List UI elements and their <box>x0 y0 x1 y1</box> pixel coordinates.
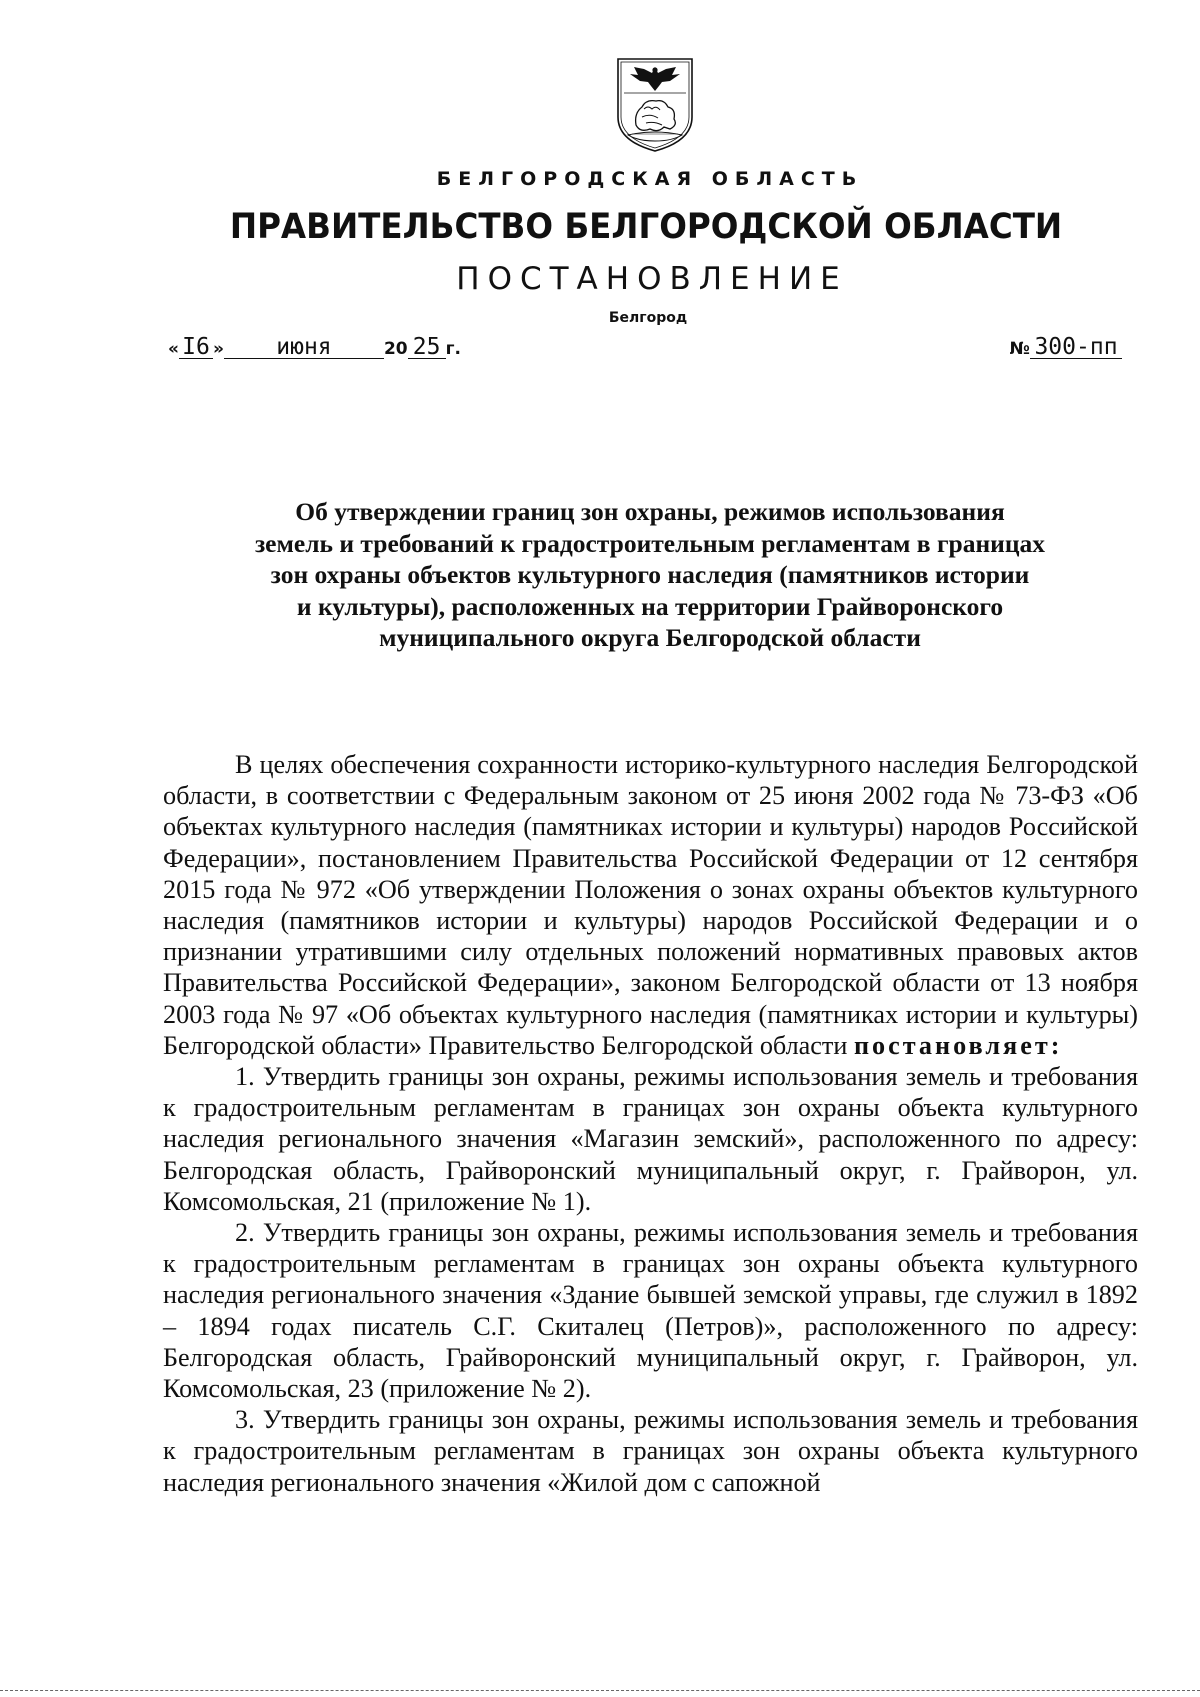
resolves-word: постановляет: <box>853 1030 1063 1060</box>
region-heading: БЕЛГОРОДСКАЯ ОБЛАСТЬ <box>436 168 864 190</box>
coat-of-arms-emblem <box>612 55 698 153</box>
number-prefix: № <box>1009 339 1030 359</box>
title-line: муниципального округа Белгородской области <box>379 623 921 653</box>
item-paragraph: 1. Утвердить границы зон охраны, режимы использования земель и требования к градостроительным регламентам в границах зон охраны объекта культурного наследия регионального значения «Магазин земский», расположенного по адресу: Белгородская область, Грайворонский муниципальный округ, г. Грайворон, ул. Комсомольская, 21 (приложение № 1). <box>163 1062 1138 1216</box>
preamble-paragraph <box>163 749 1138 1061</box>
document-body <box>163 749 1138 1498</box>
title-line: земель и требований к градостроительным регламентам в границах <box>254 528 1046 558</box>
document-date <box>168 336 461 359</box>
government-heading: ПРАВИТЕЛЬСТВО БЕЛГОРОДСКОЙ ОБЛАСТИ <box>229 207 1063 247</box>
date-month: июня <box>224 336 384 359</box>
date-year-prefix: 20 <box>383 339 408 359</box>
date-open-quote: « <box>168 339 179 359</box>
title-line: зон охраны объектов культурного наследия (памятников истории <box>270 560 1030 590</box>
document-number <box>1010 336 1122 359</box>
item-paragraph: 3. Утвердить границы зон охраны, режимы использования земель и требования к градостроительным регламентам в границах зон охраны объекта культурного наследия регионального значения «Жилой дом с сапожной <box>163 1405 1138 1497</box>
title-line: Об утверждении границ зон охраны, режимов использования <box>295 497 1005 526</box>
document-type-heading: ПОСТАНОВЛЕНИЕ <box>456 261 848 297</box>
date-year-mark: г. <box>445 339 461 359</box>
date-close-quote: » <box>212 339 224 359</box>
title-line: и культуры), расположенных на территории Грайворонского <box>296 591 1004 621</box>
date-year-suffix: 25 <box>408 336 446 359</box>
date-day: I6 <box>179 336 213 359</box>
preamble-text: В целях обеспечения сохранности историко-культурного наследия Белгородской области, в соответствии с Федеральным законом от 25 июня 2002 года № 73-ФЗ «Об объектах культурного наследия (памятниках истории и культуры) народов Российской Федерации», постановлением Правительства Российской Федерации от 12 сентября 2015 года № 972 «Об утверждении Положения о зонах охраны объектов культурного наследия (памятников истории и культуры) народов Российской Федерации и о признании утратившими силу отдельных положений нормативных правовых актов Правительства Российской Федерации», законом Белгородской области от 13 ноября 2003 года № 97 «Об объектах культурного наследия (памятниках истории и культуры) Белгородской области» Правительство Белгородской области <box>163 750 1138 1060</box>
document-title <box>160 496 1140 654</box>
city-label: Белгород <box>608 310 688 326</box>
item-paragraph: 2. Утвердить границы зон охраны, режимы использования земель и требования к градостроительным регламентам в границах зон охраны объекта культурного наследия регионального значения «Здание бывшей земской управы, где служил в 1892 – 1894 годах писатель С.Г. Скиталец (Петров)», расположенного по адресу: Белгородская область, Грайворонский муниципальный округ, г. Грайворон, ул. Комсомольская, 23 (приложение № 2). <box>163 1218 1138 1404</box>
page-bottom-edge <box>0 1690 1200 1691</box>
number-value: 300-пп <box>1030 336 1122 359</box>
